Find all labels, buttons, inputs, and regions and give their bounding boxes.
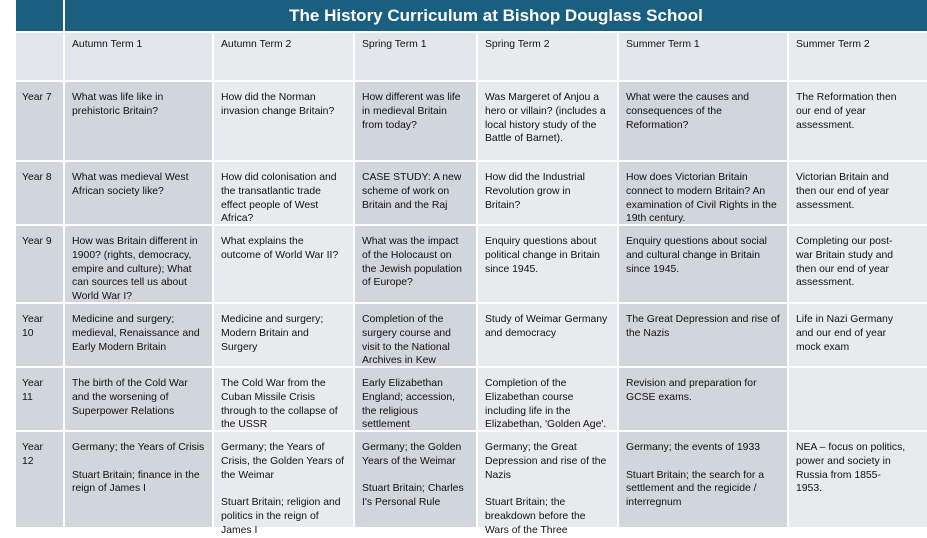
curriculum-cell (65, 82, 212, 160)
cell-text-line: Enquiry questions about (485, 236, 597, 247)
cell-text-line: then our end of year (796, 185, 890, 197)
cell-text-line: effect people of West (221, 199, 319, 211)
cell-text-line: Crisis, the Golden Years of (221, 455, 345, 467)
cell-text-line: the religious (362, 405, 419, 417)
cell-text-line: through to the collapse of (221, 405, 338, 417)
cell-text-line: Life in Nazi Germany (796, 314, 894, 325)
cell-text-line: the Nazis (626, 327, 670, 339)
cell-text-line: visit to the National (362, 341, 450, 353)
cell-text-line: assessment. (796, 119, 855, 131)
cell-text-line: England; accession, (362, 391, 455, 403)
cell-text-line: Years of the Weimar (362, 455, 456, 467)
cell-text-line: Depression and rise of the (485, 455, 607, 467)
curriculum-cell (619, 432, 787, 527)
cell-text-line: The birth of the Cold War (72, 378, 188, 389)
cell-text-line: Completing our post- (796, 236, 893, 247)
curriculum-cell (65, 304, 212, 366)
cell-text-line: Russia from 1855- (796, 469, 881, 481)
cell-text-line: What was medieval West (72, 172, 189, 183)
cell-text-line: since 1945. (626, 263, 680, 275)
term-header: Spring Term 2 (478, 33, 617, 80)
cell-text-line: mock exam (796, 341, 850, 353)
cell-text-line: empire and culture); What (72, 263, 192, 275)
cell-text-line: Year (22, 314, 43, 325)
cell-text-line: and democracy (485, 327, 557, 339)
curriculum-cell (478, 368, 617, 430)
curriculum-cell (789, 226, 927, 302)
cell-text-line: James I (221, 524, 258, 536)
curriculum-cell (355, 432, 476, 527)
cell-text-line: assessment. (796, 199, 855, 211)
cell-text-line: the transatlantic trade (221, 185, 321, 197)
cell-text-line: The Reformation then (796, 92, 897, 103)
cell-text-line: our end of year (796, 105, 866, 117)
cell-text-line: Year 9 (22, 236, 52, 247)
curriculum-cell (214, 82, 353, 160)
cell-text-line: 1953. (796, 483, 823, 495)
cell-text-line: Stuart Britain; the search for a (626, 469, 765, 481)
curriculum-cell (355, 304, 476, 366)
year-label (16, 82, 63, 160)
cell-text-line: Medicine and surgery; (221, 314, 324, 325)
page-title: The History Curriculum at Bishop Douglass School (65, 0, 927, 31)
curriculum-cell (478, 82, 617, 160)
cell-text-line: settlement (362, 419, 410, 431)
curriculum-cell (214, 162, 353, 224)
cell-text-line: Britain and the Raj (362, 199, 448, 211)
header-corner-cell (16, 33, 63, 80)
cell-text-line: Germany; the Years of (221, 442, 325, 453)
cell-text-line: How did the Norman (221, 92, 316, 103)
cell-text-line: How was Britain different in (72, 236, 198, 247)
year-label (16, 432, 63, 527)
cell-text-line: can sources tell us about (72, 277, 187, 289)
cell-text-line: hero or villain? (includes a (485, 105, 606, 117)
paragraph-gap (362, 469, 470, 483)
cell-text-line: How did colonisation and (221, 172, 337, 183)
curriculum-cell (214, 432, 353, 536)
cell-text-line: 1900? (rights, democracy, (72, 249, 192, 261)
cell-text-line: Superpower Relations (72, 405, 175, 417)
cell-text-line: GCSE exams. (626, 391, 692, 403)
cell-text-line: CASE STUDY: A new (362, 172, 462, 183)
cell-text-line: from today? (362, 119, 417, 131)
cell-text-line: Revision and preparation for (626, 378, 757, 389)
curriculum-cell (65, 368, 212, 430)
cell-text-line: How did the Industrial (485, 172, 585, 183)
curriculum-cell (619, 368, 787, 430)
curriculum-cell (355, 82, 476, 160)
cell-text-line: How different was life (362, 92, 461, 103)
paragraph-gap (221, 482, 347, 496)
cell-text-line: including life in the (485, 405, 571, 417)
cell-text-line: The Great Depression and rise of (626, 314, 780, 325)
cell-text-line: power and society in (796, 455, 891, 467)
paragraph-gap (626, 455, 781, 469)
term-header: Spring Term 1 (355, 33, 476, 80)
cell-text-line: What explains the (221, 236, 304, 247)
term-header: Autumn Term 1 (65, 33, 212, 80)
curriculum-cell (355, 368, 476, 430)
cell-text-line: Early Modern Britain (72, 341, 167, 353)
cell-text-line: political change in Britain (485, 249, 600, 261)
curriculum-cell (478, 162, 617, 224)
cell-text-line: Germany; the Years of Crisis (72, 442, 205, 453)
curriculum-cell (789, 162, 927, 224)
curriculum-cell (355, 162, 476, 224)
cell-text-line: then our end of year (796, 263, 890, 275)
cell-text-line: of Europe? (362, 277, 413, 289)
cell-text-line: the Weimar (221, 469, 274, 481)
cell-text-line: 10 (22, 327, 34, 339)
cell-text-line: Stuart Britain; the (485, 497, 566, 509)
cell-text-line: What was life like in (72, 92, 164, 103)
cell-text-line: 11 (22, 391, 33, 403)
curriculum-cell (214, 368, 353, 430)
cell-text-line: since 1945. (485, 263, 539, 275)
cell-text-line: Stuart Britain; Charles (362, 483, 464, 495)
curriculum-cell (65, 162, 212, 224)
cell-text-line: Was Margeret of Anjou a (485, 92, 599, 103)
cell-text-line: connect to modern Britain? An (626, 185, 766, 197)
cell-text-line: NEA – focus on politics, (796, 442, 906, 453)
cell-text-line: Cuban Missile Crisis (221, 391, 316, 403)
cell-text-line: Battle of Barnet). (485, 133, 563, 145)
curriculum-cell (65, 432, 212, 527)
curriculum-cell (789, 432, 927, 527)
cell-text-line: Germany; the events of 1933 (626, 442, 761, 453)
cell-text-line: Elizabethan, 'Golden Age'. (485, 419, 607, 431)
cell-text-line: breakdown before the (485, 510, 586, 522)
paragraph-gap (485, 482, 611, 496)
cell-text-line: interregnum (626, 497, 682, 509)
cell-text-line: Germany; the Golden (362, 442, 462, 453)
cell-text-line: Modern Britain and (221, 327, 309, 339)
cell-text-line: Year (22, 442, 43, 453)
cell-text-line: How does Victorian Britain (626, 172, 748, 183)
curriculum-cell (619, 304, 787, 366)
cell-text-line: local history study of the (485, 119, 597, 131)
curriculum-cell (619, 82, 787, 160)
cell-text-line: What was the impact (362, 236, 459, 247)
cell-text-line: examination of Civil Rights in the (626, 199, 777, 211)
cell-text-line: and cultural change in Britain (626, 249, 761, 261)
cell-text-line: Stuart Britain; religion and (221, 497, 341, 509)
curriculum-cell (355, 226, 476, 302)
cell-text-line: scheme of work on (362, 185, 450, 197)
term-header: Autumn Term 2 (214, 33, 353, 80)
cell-text-line: Medicine and surgery; (72, 314, 175, 325)
cell-text-line: invasion change Britain? (221, 105, 335, 117)
year-label (16, 162, 63, 224)
cell-text-line: Enquiry questions about social (626, 236, 767, 247)
cell-text-line: reign of James I (72, 483, 146, 495)
curriculum-cell (214, 226, 353, 302)
cell-text-line: Completion of the (485, 378, 567, 389)
cell-text-line: Nazis (485, 469, 511, 481)
cell-text-line: Archives in Kew (362, 355, 436, 367)
cell-text-line: Stuart Britain; finance in the (72, 469, 200, 481)
cell-text-line: 19th century. (626, 213, 686, 225)
cell-text-line: medieval, Renaissance and (72, 327, 200, 339)
cell-text-line: the Jewish population (362, 263, 462, 275)
cell-text-line: politics in the reign of (221, 510, 319, 522)
cell-text-line: and our end of year (796, 327, 887, 339)
cell-text-line: of the Holocaust on (362, 249, 452, 261)
cell-text-line: Surgery (221, 341, 258, 353)
cell-text-line: outcome of World War II? (221, 249, 339, 261)
cell-text-line: The Cold War from the (221, 378, 326, 389)
cell-text-line: Reformation? (626, 119, 689, 131)
cell-text-line: World War I? (72, 291, 133, 303)
year-label (16, 226, 63, 302)
curriculum-cell (214, 304, 353, 366)
paragraph-gap (72, 455, 206, 469)
cell-text-line: war Britain study and (796, 249, 894, 261)
cell-text-line: African society like? (72, 185, 164, 197)
cell-text-line: Year 7 (22, 92, 52, 103)
cell-text-line: I's Personal Rule (362, 497, 441, 509)
curriculum-cell (619, 226, 787, 302)
curriculum-cell (478, 226, 617, 302)
cell-text-line: and the worsening of (72, 391, 169, 403)
term-header: Summer Term 1 (619, 33, 787, 80)
year-label (16, 368, 63, 430)
cell-text-line: Wars of the Three (485, 524, 568, 536)
curriculum-cell (789, 368, 927, 430)
curriculum-table (16, 0, 915, 536)
cell-text-line: prehistoric Britain? (72, 105, 159, 117)
cell-text-line: Completion of the (362, 314, 444, 325)
cell-text-line: 12 (22, 455, 34, 467)
cell-text-line: Revolution grow in (485, 185, 571, 197)
cell-text-line: Africa? (221, 213, 254, 225)
curriculum-cell (478, 304, 617, 366)
cell-text-line: Year (22, 378, 43, 389)
cell-text-line: Victorian Britain and (796, 172, 889, 183)
cell-text-line: settlement and the regicide / (626, 483, 757, 495)
curriculum-cell (65, 226, 212, 302)
cell-text-line: What were the causes and (626, 92, 750, 103)
cell-text-line: Elizabethan course (485, 391, 574, 403)
curriculum-cell (789, 304, 927, 366)
year-label (16, 304, 63, 366)
cell-text-line: Early Elizabethan (362, 378, 443, 389)
cell-text-line: Study of Weimar Germany (485, 314, 608, 325)
cell-text-line: Germany; the Great (485, 442, 577, 453)
cell-text-line: assessment. (796, 277, 855, 289)
curriculum-cell (619, 162, 787, 224)
cell-text-line: the USSR (221, 419, 268, 431)
cell-text-line: surgery course and (362, 327, 451, 339)
title-bar-corner (16, 0, 63, 31)
curriculum-cell (478, 432, 617, 536)
cell-text-line: Year 8 (22, 172, 52, 183)
curriculum-cell (789, 82, 927, 160)
cell-text-line: in medieval Britain (362, 105, 447, 117)
cell-text-line: consequences of the (626, 105, 722, 117)
term-header: Summer Term 2 (789, 33, 927, 80)
cell-text-line: Britain? (485, 199, 521, 211)
